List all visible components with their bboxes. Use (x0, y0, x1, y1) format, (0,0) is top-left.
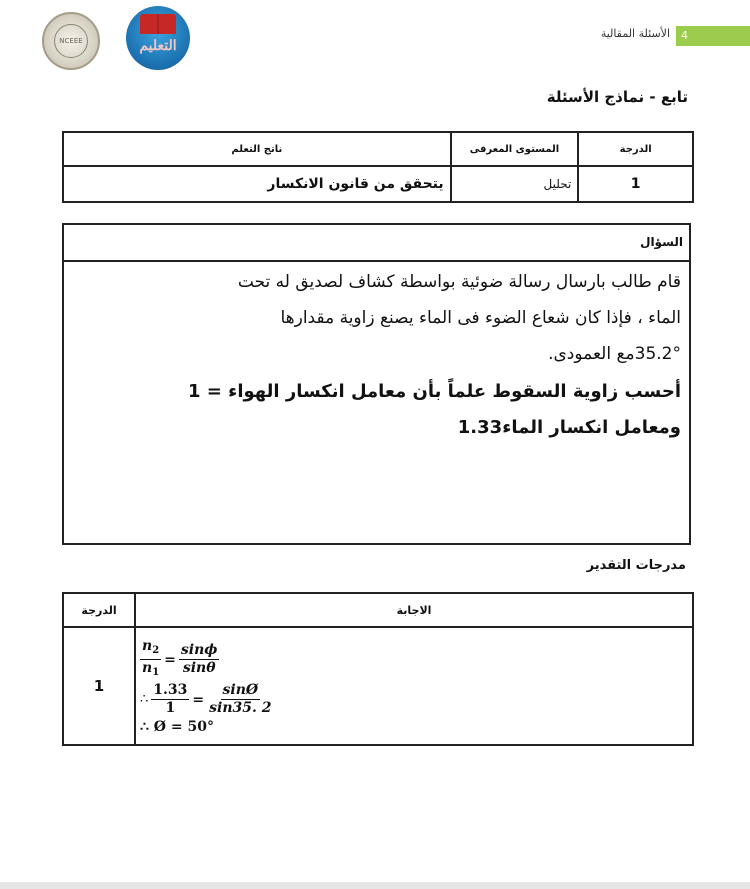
fraction-sin-values: $\frac{\sin Ø}{\sin 35. 2}$ (209, 682, 272, 716)
equation-substitution (140, 682, 688, 717)
question-task (64, 372, 689, 446)
rubric-title: مدرجات التقدير (586, 558, 686, 573)
education-logo (126, 6, 190, 70)
grade-header: الدرجة (578, 132, 693, 166)
answer-cell (135, 627, 693, 745)
institution-seal-logo (42, 12, 100, 70)
logo-text: التعليم (139, 38, 177, 54)
question-line: الماء ، فإذا كان شعاع الضوء فى الماء يصنع زاوية مقدارها (280, 308, 681, 328)
fraction-sin-ratio: $\frac{\sin\phi}{\sin\theta}$ (180, 642, 218, 676)
level-value: تحليل (451, 166, 579, 202)
equals-sign: = (164, 651, 176, 668)
outcome-header: ناتج التعلم (63, 132, 451, 166)
header-title: الأسئلة المقالية (600, 27, 670, 40)
question-label: السؤال (64, 225, 689, 262)
section-title: تابع - نماذج الأسئلة (546, 88, 688, 106)
fraction-indices: $\frac{1.33}{1}$ (153, 682, 188, 716)
grade-value: 1 (578, 166, 693, 202)
bottom-bar (0, 882, 750, 889)
rubric-grade-value: 1 (63, 627, 135, 745)
level-header: المستوى المعرفى (451, 132, 579, 166)
question-line: 35.2°مع العمودى. (548, 344, 681, 364)
rubric-table-row (63, 627, 693, 745)
page-number-badge: 4 (676, 26, 750, 46)
equals-sign: = (192, 691, 205, 708)
outcome-table-header (63, 132, 693, 166)
question-text (64, 262, 689, 372)
equation-result: ∴ Ø = 50° (140, 719, 214, 735)
question-box (62, 223, 691, 545)
equation-snell-ratio (140, 638, 688, 681)
question-line: قام طالب بارسال رسالة ضوئية بواسطة كشاف لصديق له تحت (237, 272, 681, 292)
outcome-table (62, 131, 694, 203)
outcome-table-row (63, 166, 693, 202)
seal-text: NCEEE (54, 24, 88, 58)
rubric-answer-header: الاجابة (135, 593, 693, 627)
rubric-grade-header: الدرجة (63, 593, 135, 627)
question-task-line: أحسب زاوية السقوط علماً بأن معامل انكسار الهواء = 1 (187, 381, 681, 402)
rubric-table-header (63, 593, 693, 627)
book-icon (140, 14, 176, 34)
question-task-line: ومعامل انكسار الماء1.33 (457, 417, 681, 438)
outcome-value: يتحقق من قانون الانكسار (63, 166, 451, 202)
fraction-n2-n1: $\frac{n_2}{n_1}$ (142, 638, 160, 678)
rubric-table (62, 592, 694, 746)
therefore-symbol: ∴ (140, 692, 149, 707)
